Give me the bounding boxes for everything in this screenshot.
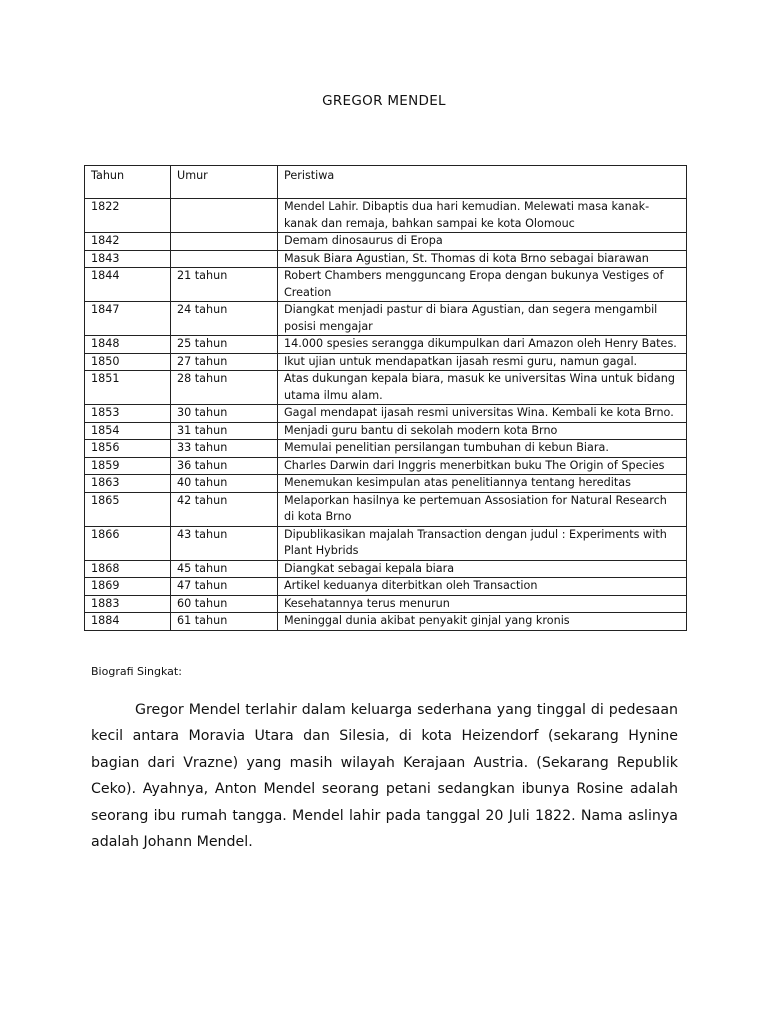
table-row xyxy=(85,578,687,596)
cell-event: Kesehatannya terus menurun xyxy=(278,595,687,613)
cell-event: Diangkat menjadi pastur di biara Agustian, dan segera mengambil posisi mengajar xyxy=(278,302,687,336)
cell-age: 28 tahun xyxy=(171,371,278,405)
cell-year: 1866 xyxy=(85,526,171,560)
table-row xyxy=(85,336,687,354)
cell-event: Mendel Lahir. Dibaptis dua hari kemudian. Melewati masa kanak-kanak dan remaja, bahkan sampai ke kota Olomouc xyxy=(278,199,687,233)
cell-year: 1844 xyxy=(85,268,171,302)
cell-age: 21 tahun xyxy=(171,268,278,302)
cell-event: Gagal mendapat ijasah resmi universitas Wina. Kembali ke kota Brno. xyxy=(278,405,687,423)
table-row xyxy=(85,371,687,405)
table-row xyxy=(85,595,687,613)
table-row xyxy=(85,268,687,302)
table-row xyxy=(85,422,687,440)
timeline-body xyxy=(85,166,687,631)
cell-event: Artikel keduanya diterbitkan oleh Transaction xyxy=(278,578,687,596)
cell-age xyxy=(171,199,278,233)
cell-event: Demam dinosaurus di Eropa xyxy=(278,233,687,251)
cell-year: 1856 xyxy=(85,440,171,458)
cell-year: 1847 xyxy=(85,302,171,336)
cell-event: Robert Chambers mengguncang Eropa dengan bukunya Vestiges of Creation xyxy=(278,268,687,302)
cell-year: 1868 xyxy=(85,560,171,578)
cell-event: Masuk Biara Agustian, St. Thomas di kota Brno sebagai biarawan xyxy=(278,250,687,268)
biography-heading: Biografi Singkat: xyxy=(91,665,182,678)
cell-year: 1842 xyxy=(85,233,171,251)
table-row xyxy=(85,353,687,371)
header-year: Tahun xyxy=(85,166,171,199)
table-row xyxy=(85,440,687,458)
cell-event: Dipublikasikan majalah Transaction dengan judul : Experiments with Plant Hybrids xyxy=(278,526,687,560)
table-row xyxy=(85,492,687,526)
cell-age: 36 tahun xyxy=(171,457,278,475)
table-row xyxy=(85,199,687,233)
table-row xyxy=(85,526,687,560)
cell-year: 1884 xyxy=(85,613,171,631)
table-row xyxy=(85,302,687,336)
cell-year: 1843 xyxy=(85,250,171,268)
cell-age: 40 tahun xyxy=(171,475,278,493)
table-row xyxy=(85,250,687,268)
cell-age xyxy=(171,233,278,251)
cell-event: Charles Darwin dari Inggris menerbitkan buku The Origin of Species xyxy=(278,457,687,475)
header-event: Peristiwa xyxy=(278,166,687,199)
cell-age: 47 tahun xyxy=(171,578,278,596)
cell-event: Menemukan kesimpulan atas penelitiannya tentang hereditas xyxy=(278,475,687,493)
cell-year: 1848 xyxy=(85,336,171,354)
cell-event: Melaporkan hasilnya ke pertemuan Assosiation for Natural Research di kota Brno xyxy=(278,492,687,526)
table-row xyxy=(85,405,687,423)
cell-event: Meninggal dunia akibat penyakit ginjal yang kronis xyxy=(278,613,687,631)
table-header-row xyxy=(85,166,687,199)
timeline-table xyxy=(84,165,687,631)
cell-age: 43 tahun xyxy=(171,526,278,560)
table-row xyxy=(85,475,687,493)
cell-age: 27 tahun xyxy=(171,353,278,371)
cell-age: 42 tahun xyxy=(171,492,278,526)
cell-event: 14.000 spesies serangga dikumpulkan dari Amazon oleh Henry Bates. xyxy=(278,336,687,354)
cell-age: 61 tahun xyxy=(171,613,278,631)
cell-year: 1854 xyxy=(85,422,171,440)
cell-age: 60 tahun xyxy=(171,595,278,613)
header-age: Umur xyxy=(171,166,278,199)
biography-paragraph: Gregor Mendel terlahir dalam keluarga sederhana yang tinggal di pedesaan kecil antara Moravia Utara dan Silesia, di kota Heizendorf (sekarang Hynine bagian dari Vrazne) yang masih wilayah Kerajaan Austria. (Sekarang Republik Ceko). Ayahnya, Anton Mendel seorang petani sedangkan ibunya Rosine adalah seorang ibu rumah tangga. Mendel lahir pada tanggal 20 Juli 1822. Nama aslinya adalah Johann Mendel. xyxy=(91,702,678,851)
table-row xyxy=(85,457,687,475)
cell-age: 31 tahun xyxy=(171,422,278,440)
cell-event: Diangkat sebagai kepala biara xyxy=(278,560,687,578)
cell-year: 1851 xyxy=(85,371,171,405)
cell-age: 24 tahun xyxy=(171,302,278,336)
cell-event: Atas dukungan kepala biara, masuk ke universitas Wina untuk bidang utama ilmu alam. xyxy=(278,371,687,405)
cell-age: 45 tahun xyxy=(171,560,278,578)
cell-event: Menjadi guru bantu di sekolah modern kota Brno xyxy=(278,422,687,440)
cell-year: 1863 xyxy=(85,475,171,493)
table-row xyxy=(85,613,687,631)
cell-year: 1853 xyxy=(85,405,171,423)
cell-age: 25 tahun xyxy=(171,336,278,354)
cell-year: 1865 xyxy=(85,492,171,526)
cell-year: 1822 xyxy=(85,199,171,233)
cell-event: Memulai penelitian persilangan tumbuhan di kebun Biara. xyxy=(278,440,687,458)
cell-year: 1883 xyxy=(85,595,171,613)
table-row xyxy=(85,560,687,578)
cell-year: 1859 xyxy=(85,457,171,475)
cell-year: 1869 xyxy=(85,578,171,596)
cell-year: 1850 xyxy=(85,353,171,371)
cell-age xyxy=(171,250,278,268)
table-row xyxy=(85,233,687,251)
cell-event: Ikut ujian untuk mendapatkan ijasah resmi guru, namun gagal. xyxy=(278,353,687,371)
document-title: GREGOR MENDEL xyxy=(322,93,446,109)
cell-age: 30 tahun xyxy=(171,405,278,423)
cell-age: 33 tahun xyxy=(171,440,278,458)
